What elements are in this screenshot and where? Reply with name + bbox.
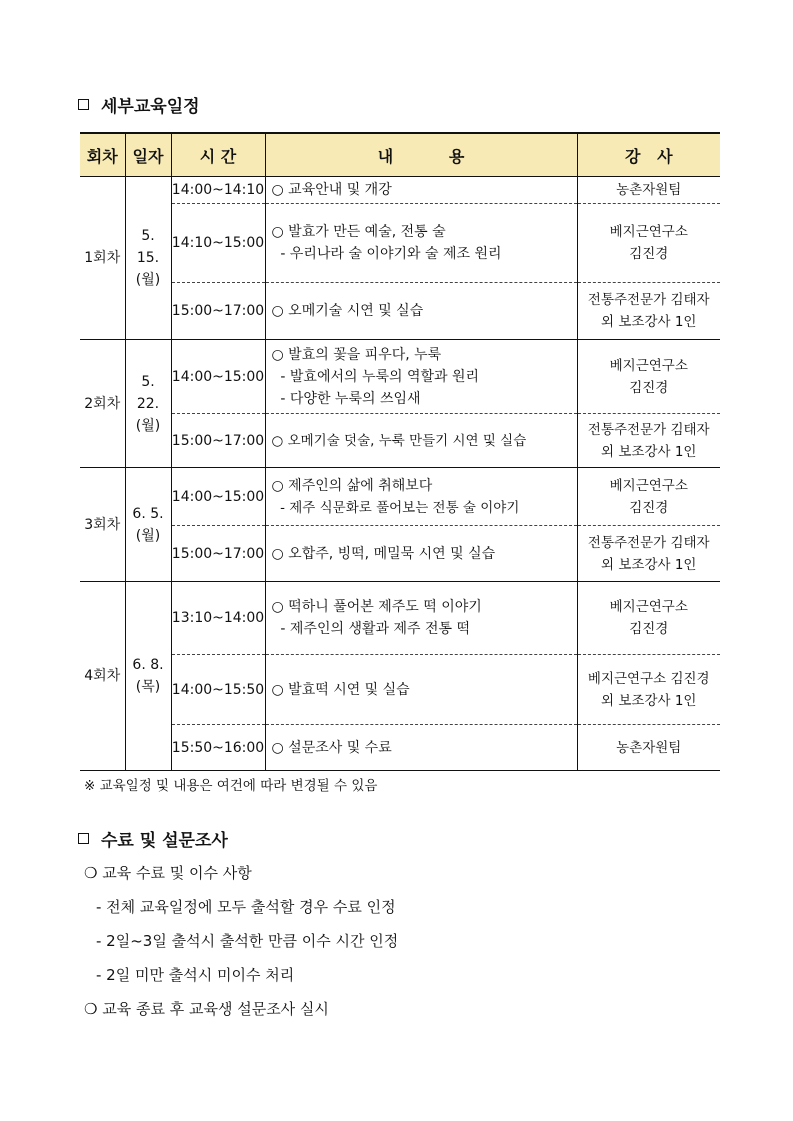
time-cell: 15:00~17:00 xyxy=(171,283,265,340)
content-line: ○ 설문조사 및 수료 xyxy=(271,739,392,756)
content-subline: - 제주 식문화로 풀어보는 전통 술 이야기 xyxy=(271,499,520,516)
time-cell: 14:00~14:10 xyxy=(171,177,265,204)
lecturer-cell xyxy=(577,177,720,204)
time-cell: 15:50~16:00 xyxy=(171,725,265,771)
list-subitem: - 2일~3일 출석시 출석한 만큼 이수 시간 인정 xyxy=(96,932,399,950)
content-cell xyxy=(265,283,577,340)
checkbox-square-icon xyxy=(78,833,89,844)
content-cell xyxy=(265,725,577,771)
content-line: ○ 오메기술 시연 및 실습 xyxy=(271,303,424,319)
table-row xyxy=(80,582,720,655)
lecturer-line: 베지근연구소 xyxy=(609,599,688,615)
session-cell: 4회차 xyxy=(80,582,125,771)
lecturer-line: 외 보조강사 1인 xyxy=(601,314,697,330)
lecturer-line: 베지근연구소 xyxy=(609,357,688,374)
lecturer-line: 베지근연구소 xyxy=(609,224,688,240)
lecturer-cell xyxy=(577,655,720,725)
content-cell xyxy=(265,204,577,283)
table-row xyxy=(80,414,720,468)
content-line: ○ 제주인의 삶에 취해보다 xyxy=(271,477,433,494)
lecturer-line: 김진경 xyxy=(629,621,669,637)
time-cell: 14:00~15:00 xyxy=(171,340,265,414)
content-line: ○ 오합주, 빙떡, 메밀묵 시연 및 실습 xyxy=(271,545,496,562)
table-row xyxy=(80,526,720,582)
lecturer-line: 농촌자원팀 xyxy=(616,739,682,756)
table-row xyxy=(80,177,720,204)
table-row xyxy=(80,655,720,725)
content-line: ○ 떡하니 풀어본 제주도 떡 이야기 xyxy=(271,599,482,615)
content-cell xyxy=(265,340,577,414)
content-line: ○ 발효가 만든 예술, 전통 술 xyxy=(271,224,446,240)
content-subline: - 제주인의 생활과 제주 전통 떡 xyxy=(271,621,470,637)
lecturer-line: 전통주전문가 김태자 xyxy=(587,421,710,438)
lecturer-line: 김진경 xyxy=(629,246,669,262)
lecturer-cell xyxy=(577,725,720,771)
lecturer-line: 김진경 xyxy=(629,499,669,516)
time-cell: 15:00~17:00 xyxy=(171,414,265,468)
session-cell: 1회차 xyxy=(80,177,125,340)
lecturer-line: 전통주전문가 김태자 xyxy=(587,534,710,551)
session-cell: 3회차 xyxy=(80,468,125,582)
section-title-text: 세부교육일정 xyxy=(101,97,200,117)
table-row xyxy=(80,204,720,283)
schedule-note: ※ 교육일정 및 내용은 여건에 따라 변경될 수 있음 xyxy=(84,778,378,794)
time-cell: 15:00~17:00 xyxy=(171,526,265,582)
time-cell: 14:00~15:00 xyxy=(171,468,265,526)
section-title-text: 수료 및 설문조사 xyxy=(101,831,228,851)
list-item: ❍ 교육 종료 후 교육생 설문조사 실시 xyxy=(84,1000,329,1018)
lecturer-cell xyxy=(577,414,720,468)
section-title-schedule xyxy=(78,92,200,117)
lecturer-line: 전통주전문가 김태자 xyxy=(587,292,710,308)
content-line: ○ 교육안내 및 개강 xyxy=(271,182,392,198)
content-cell xyxy=(265,468,577,526)
header-date: 일자 xyxy=(125,133,171,177)
lecturer-cell xyxy=(577,582,720,655)
content-line: ○ 오메기술 덧술, 누룩 만들기 시연 및 실습 xyxy=(271,432,527,449)
content-line: ○ 발효의 꽃을 피우다, 누룩 xyxy=(271,346,442,363)
lecturer-cell xyxy=(577,283,720,340)
date-cell: 5. 22. (월) xyxy=(125,340,171,468)
lecturer-line: 외 보조강사 1인 xyxy=(601,556,697,573)
table-header-row xyxy=(80,133,720,177)
lecturer-line: 농촌자원팀 xyxy=(616,182,682,198)
list-item: ❍ 교육 수료 및 이수 사항 xyxy=(84,864,252,882)
lecturer-cell xyxy=(577,340,720,414)
time-cell: 14:10~15:00 xyxy=(171,204,265,283)
session-cell: 2회차 xyxy=(80,340,125,468)
list-subitem: - 전체 교육일정에 모두 출석할 경우 수료 인정 xyxy=(96,898,396,916)
content-cell xyxy=(265,526,577,582)
content-cell xyxy=(265,655,577,725)
lecturer-line: 김진경 xyxy=(629,379,669,396)
list-subitem: - 2일 미만 출석시 미이수 처리 xyxy=(96,966,295,984)
time-cell: 14:00~15:50 xyxy=(171,655,265,725)
header-lecturer: 강 사 xyxy=(577,133,720,177)
date-cell: 5. 15. (월) xyxy=(125,177,171,340)
time-cell: 13:10~14:00 xyxy=(171,582,265,655)
date-cell: 6. 8. (목) xyxy=(125,582,171,771)
content-subline: - 다양한 누룩의 쓰임새 xyxy=(271,390,421,407)
completion-list xyxy=(84,862,398,1032)
header-time: 시 간 xyxy=(171,133,265,177)
lecturer-line: 외 보조강사 1인 xyxy=(601,692,697,709)
lecturer-line: 베지근연구소 xyxy=(609,477,688,494)
header-session: 회차 xyxy=(80,133,125,177)
checkbox-square-icon xyxy=(78,99,89,110)
table-row xyxy=(80,283,720,340)
content-cell xyxy=(265,582,577,655)
content-line: ○ 발효떡 시연 및 실습 xyxy=(271,681,410,698)
lecturer-cell xyxy=(577,526,720,582)
table-row xyxy=(80,340,720,414)
date-cell: 6. 5. (월) xyxy=(125,468,171,582)
section-title-completion xyxy=(78,826,228,851)
schedule-table xyxy=(80,132,720,771)
lecturer-cell xyxy=(577,468,720,526)
content-cell xyxy=(265,177,577,204)
lecturer-cell xyxy=(577,204,720,283)
content-cell xyxy=(265,414,577,468)
lecturer-line: 베지근연구소 김진경 xyxy=(587,670,710,687)
table-row xyxy=(80,725,720,771)
content-subline: - 발효에서의 누룩의 역할과 원리 xyxy=(271,368,480,385)
header-content: 내 용 xyxy=(265,133,577,177)
table-row xyxy=(80,468,720,526)
lecturer-line: 외 보조강사 1인 xyxy=(601,443,697,460)
content-subline: - 우리나라 술 이야기와 술 제조 원리 xyxy=(271,246,502,262)
